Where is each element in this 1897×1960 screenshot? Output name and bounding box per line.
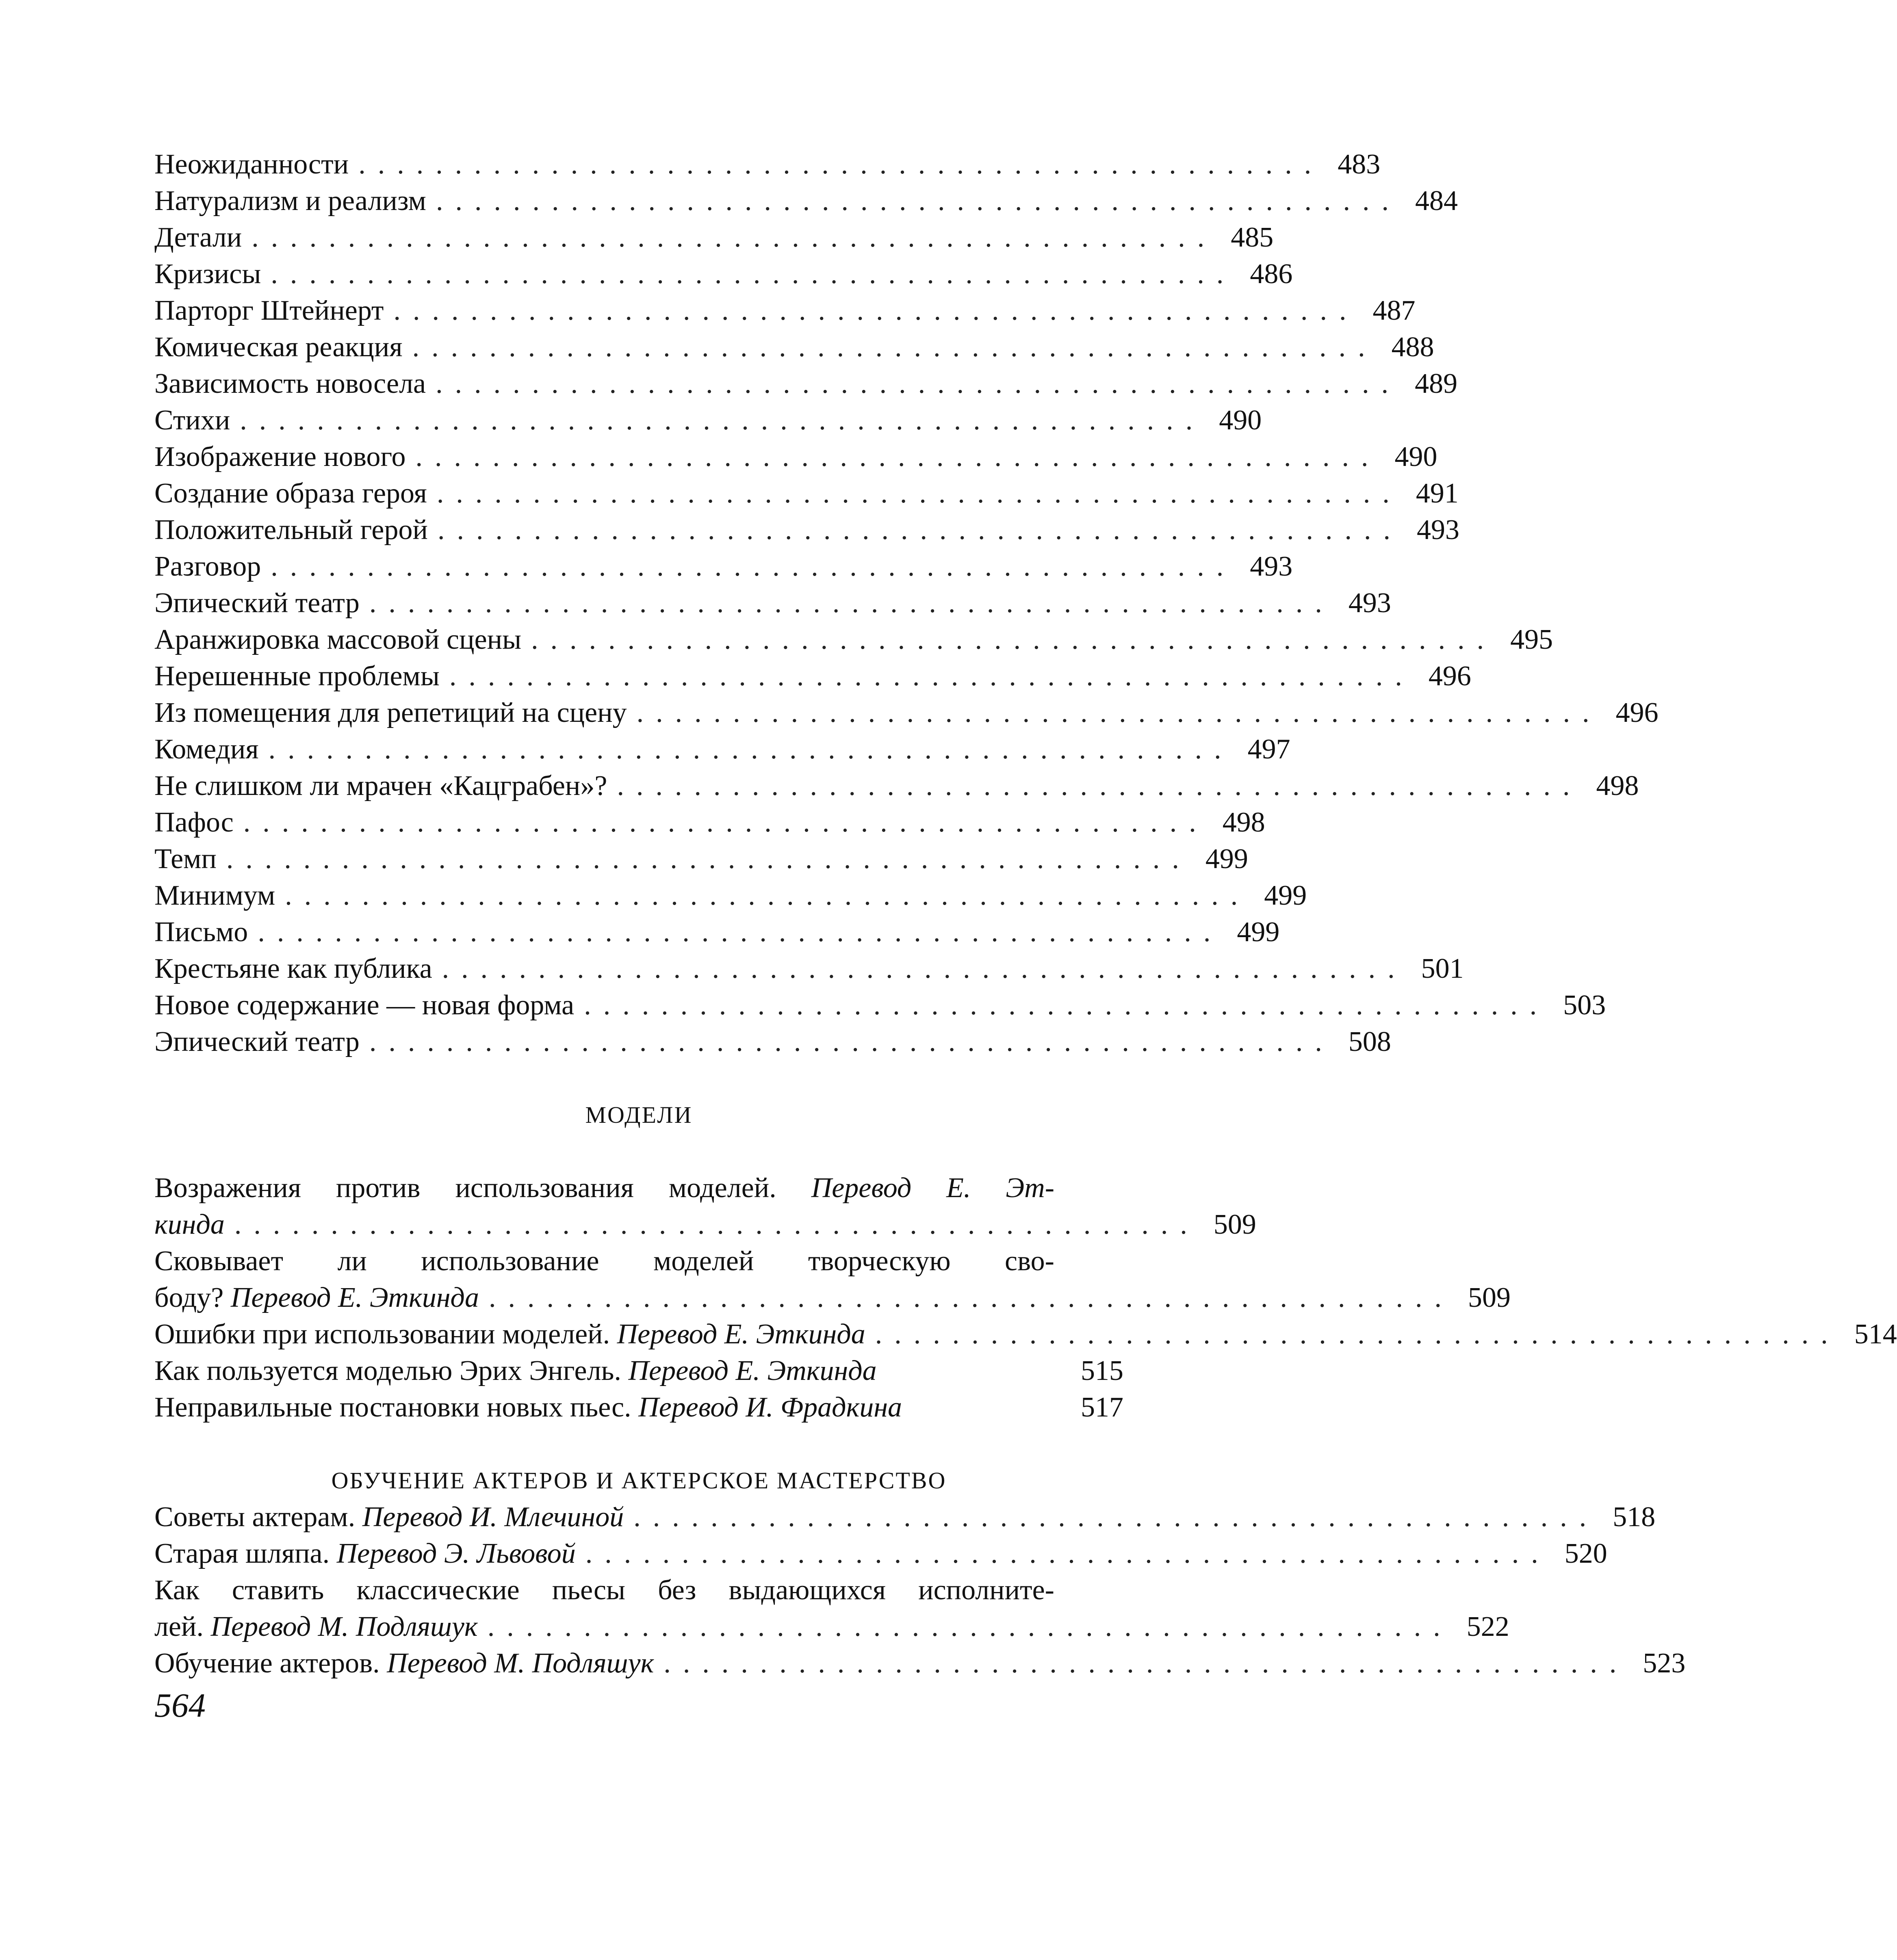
toc-entry-multiline — [154, 1572, 1509, 1645]
entry-page: 518 — [1613, 1501, 1656, 1533]
section-heading-actors: ОБУЧЕНИЕ АКТЕРОВ И АКТЕРСКОЕ МАСТЕРСТВО — [331, 1467, 947, 1494]
toc-entry — [154, 585, 1391, 622]
leader-dots: .................................................. — [488, 1282, 1454, 1313]
toc-list-top — [154, 146, 1659, 1060]
entry-translator: Перевод Е. Эт- — [811, 1172, 1055, 1204]
leader-dots: .................................................. — [258, 916, 1223, 948]
toc-entry — [154, 219, 1274, 256]
leader-dots: .................................................. — [251, 222, 1217, 253]
entry-title: Крестьяне как публика — [154, 953, 432, 984]
entry-title-line1 — [154, 1572, 1123, 1609]
leader-dots: .................................................. — [437, 514, 1403, 546]
entry-page: 486 — [1250, 258, 1293, 290]
entry-title: Как ставить классические пьесы без выдающихся исполните- — [154, 1574, 1054, 1606]
toc-entry — [154, 1316, 1897, 1353]
toc-entry — [154, 146, 1381, 183]
entry-title: Аранжировка массовой сцены — [154, 624, 522, 655]
entry-title: Ошибки при использовании моделей. — [154, 1319, 610, 1350]
entry-page: 499 — [1264, 880, 1307, 911]
entry-translator: Перевод Э. Львовой — [336, 1538, 576, 1569]
entry-page: 493 — [1416, 514, 1459, 546]
toc-entry — [154, 1499, 1656, 1536]
entry-page: 509 — [1468, 1282, 1511, 1313]
entry-title: Возражения против использования моделей. — [154, 1172, 776, 1204]
entry-title: Пафос — [154, 807, 234, 838]
entry-title: Нерешенные проблемы — [154, 661, 440, 692]
entry-page: 499 — [1237, 916, 1280, 948]
leader-dots: .................................................. — [584, 990, 1549, 1021]
entry-page: 493 — [1250, 551, 1293, 582]
entry-page: 499 — [1205, 843, 1248, 875]
leader-dots: .................................................. — [436, 368, 1401, 399]
toc-entry — [154, 329, 1434, 366]
entry-title: Письмо — [154, 916, 248, 948]
leader-dots: .................................................. — [271, 551, 1236, 582]
entry-page: 496 — [1428, 661, 1471, 692]
leader-dots: .................................................. — [243, 807, 1208, 838]
entry-title: Детали — [154, 222, 242, 253]
toc-entry — [154, 622, 1553, 658]
leader-dots: .................................................. — [633, 1501, 1599, 1533]
leader-dots: .................................................. — [436, 478, 1402, 509]
page-number: 564 — [154, 1687, 206, 1724]
entry-page: 517 — [1081, 1392, 1123, 1423]
entry-title: Старая шляпа. — [154, 1538, 330, 1569]
entry-title: Комическая реакция — [154, 331, 403, 363]
entry-translator: Перевод И. Фрадкина — [638, 1392, 902, 1423]
entry-page: 491 — [1416, 478, 1459, 509]
entry-page: 495 — [1510, 624, 1553, 655]
leader-dots: .................................................. — [875, 1319, 1840, 1350]
toc-entry — [154, 475, 1459, 512]
leader-dots: .................................................. — [393, 295, 1359, 326]
entry-title-continued: лей. — [154, 1611, 204, 1642]
toc-entry — [154, 183, 1458, 219]
entry-page: 483 — [1338, 149, 1381, 180]
entry-page: 490 — [1394, 441, 1437, 472]
entry-title: Неправильные постановки новых пьес. — [154, 1392, 631, 1423]
entry-title-line2 — [154, 1609, 1509, 1645]
entry-title: Неожиданности — [154, 149, 349, 180]
entry-page: 489 — [1415, 368, 1458, 399]
entry-translator: Перевод М. Подляшук — [387, 1648, 654, 1679]
leader-dots: .................................................. — [442, 953, 1407, 984]
entry-title-line1 — [154, 1170, 1123, 1206]
entry-title: Как пользуется моделью Эрих Энгель. — [154, 1355, 621, 1386]
toc-entry — [154, 731, 1290, 768]
entry-page: 484 — [1415, 185, 1458, 217]
leader-dots: .................................................. — [636, 697, 1602, 728]
entry-title: Эпический театр — [154, 1026, 360, 1057]
entry-title: Из помещения для репетиций на сцену — [154, 697, 627, 728]
toc-entry — [154, 658, 1471, 695]
entry-page: 503 — [1563, 990, 1606, 1021]
entry-translator: Перевод Е. Эткинда — [628, 1355, 877, 1386]
toc-entry — [154, 1645, 1686, 1682]
leader-dots: .................................................. — [531, 624, 1496, 655]
entry-page: 498 — [1222, 807, 1265, 838]
toc-entry — [154, 1024, 1391, 1060]
toc-entry — [154, 292, 1416, 329]
entry-title: Положительный герой — [154, 514, 428, 546]
leader-dots: .................................................. — [617, 770, 1582, 801]
entry-title: Стихи — [154, 405, 230, 436]
toc-entry-multiline — [154, 1243, 1511, 1316]
toc-entry — [154, 512, 1459, 548]
entry-title: Зависимость новосела — [154, 368, 426, 399]
toc-entry — [154, 1389, 1123, 1426]
entry-title-line1 — [154, 1243, 1123, 1280]
entry-page: 508 — [1348, 1026, 1391, 1057]
entry-page: 487 — [1372, 295, 1416, 326]
toc-entry — [154, 768, 1639, 804]
entry-page: 509 — [1213, 1209, 1256, 1240]
entry-page: 490 — [1219, 405, 1262, 436]
entry-title: Обучение актеров. — [154, 1648, 380, 1679]
toc-entry — [154, 914, 1280, 951]
toc-entry — [154, 366, 1458, 402]
entry-title: Эпический театр — [154, 587, 360, 619]
entry-page: 488 — [1391, 331, 1434, 363]
entry-page: 485 — [1231, 222, 1274, 253]
leader-dots: .................................................. — [663, 1648, 1629, 1679]
entry-title: Кризисы — [154, 258, 261, 290]
entry-translator: Перевод Е. Эткинда — [230, 1282, 479, 1313]
entry-title: Новое содержание — новая форма — [154, 990, 575, 1021]
entry-title-line2 — [154, 1280, 1511, 1316]
entry-page: 493 — [1348, 587, 1391, 619]
section-heading-models: МОДЕЛИ — [585, 1102, 693, 1128]
leader-dots: .................................................. — [585, 1538, 1550, 1569]
leader-dots: .................................................. — [234, 1209, 1199, 1240]
entry-translator: Перевод Е. Эткинда — [617, 1319, 865, 1350]
toc-entry — [154, 1353, 1123, 1389]
toc-entry — [154, 987, 1606, 1024]
toc-page — [154, 146, 1897, 1682]
toc-entry — [154, 695, 1659, 731]
leader-dots: .................................................. — [449, 661, 1414, 692]
leader-dots: .................................................. — [268, 734, 1234, 765]
entry-title: Разговор — [154, 551, 261, 582]
entry-title: Не слишком ли мрачен «Кацграбен»? — [154, 770, 607, 801]
entry-title: Советы актерам. — [154, 1501, 356, 1533]
leader-dots: .................................................. — [358, 149, 1324, 180]
entry-page: 501 — [1421, 953, 1464, 984]
entry-page: 523 — [1643, 1648, 1686, 1679]
entry-title: Парторг Штейнерт — [154, 295, 384, 326]
leader-dots: .................................................. — [436, 185, 1401, 217]
leader-dots: .................................................. — [415, 441, 1381, 472]
entry-title: Сковывает ли использование моделей творческую сво- — [154, 1245, 1054, 1277]
entry-page: 520 — [1564, 1538, 1607, 1569]
entry-title: Темп — [154, 843, 217, 875]
entry-page: 514 — [1854, 1319, 1897, 1350]
leader-dots: .................................................. — [285, 880, 1250, 911]
entry-title-line2 — [154, 1206, 1256, 1243]
toc-entry — [154, 841, 1248, 877]
entry-title: Натурализм и реализм — [154, 185, 426, 217]
toc-entry — [154, 402, 1262, 439]
entry-page: 522 — [1466, 1611, 1509, 1642]
entry-title-continued: боду? — [154, 1282, 224, 1313]
entry-title: Минимум — [154, 880, 275, 911]
entry-page: 515 — [1081, 1355, 1123, 1386]
toc-entry — [154, 548, 1293, 585]
toc-entry — [154, 439, 1437, 475]
toc-entry — [154, 804, 1265, 841]
leader-dots: .................................................. — [271, 258, 1236, 290]
entry-page: 496 — [1615, 697, 1659, 728]
toc-entry — [154, 1536, 1607, 1572]
leader-dots: .................................................. — [487, 1611, 1453, 1642]
leader-dots: .................................................. — [369, 1026, 1334, 1057]
leader-dots: .................................................. — [369, 587, 1334, 619]
entry-page: 497 — [1247, 734, 1290, 765]
toc-entry — [154, 256, 1293, 292]
toc-entry-multiline — [154, 1170, 1256, 1243]
leader-dots: .................................................. — [240, 405, 1205, 436]
entry-translator: Перевод М. Подляшук — [210, 1611, 478, 1642]
entry-title: Создание образа героя — [154, 478, 427, 509]
entry-title: Комедия — [154, 734, 259, 765]
leader-dots: .................................................. — [226, 843, 1191, 875]
entry-translator: кинда — [154, 1209, 225, 1240]
entry-title: Изображение нового — [154, 441, 406, 472]
entry-translator: Перевод И. Млечиной — [362, 1501, 624, 1533]
toc-entry — [154, 951, 1464, 987]
entry-page: 498 — [1596, 770, 1639, 801]
leader-dots: .................................................. — [412, 331, 1377, 363]
toc-entry — [154, 877, 1307, 914]
